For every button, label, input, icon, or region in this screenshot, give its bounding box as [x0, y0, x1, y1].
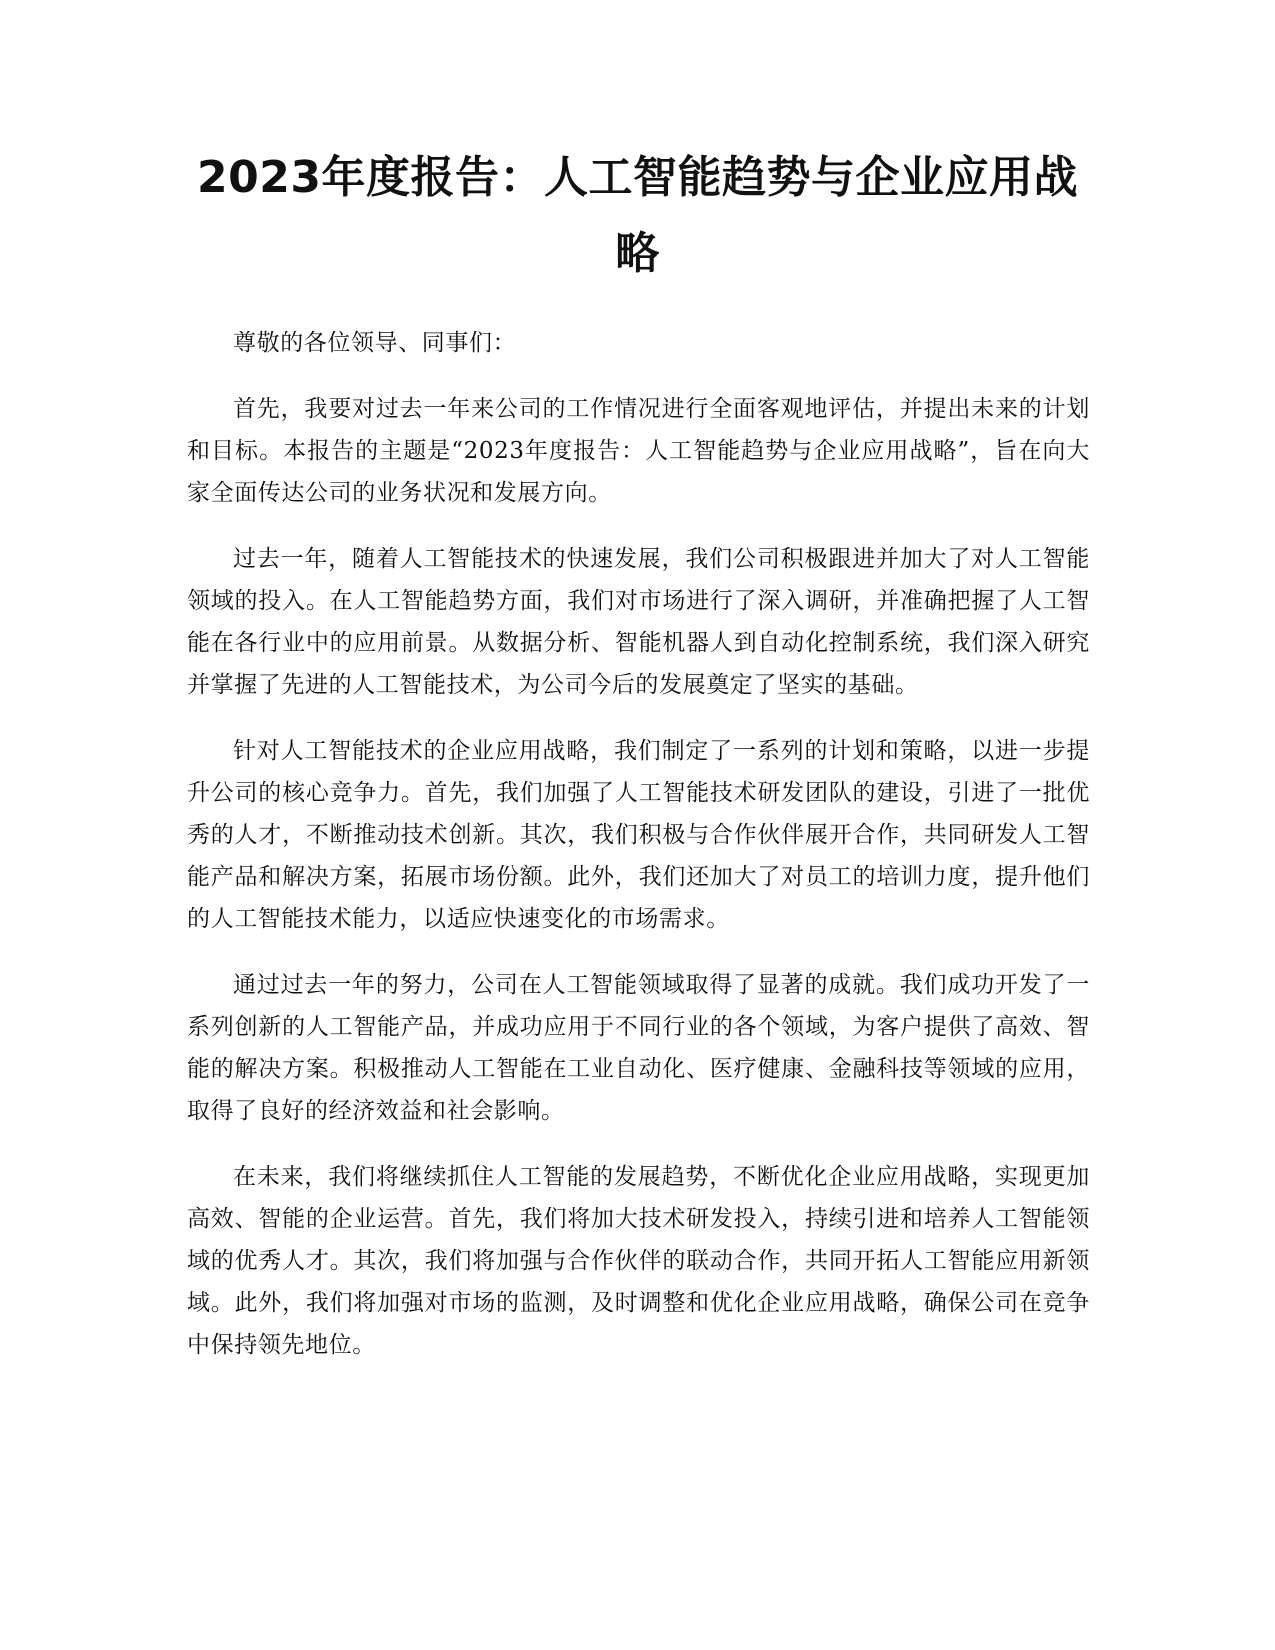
paragraph-future-plans: 在未来，我们将继续抓住人工智能的发展趋势，不断优化企业应用战略，实现更加高效、智能的企业运营。首先，我们将加大技术研发投入，持续引进和培养人工智能领域的优秀人才。其次，我们将加强与合作伙伴的联动合作，共同开拓人工智能应用新领域。此外，我们将加强对市场的监测，及时调整和优化企业应用战略，确保公司在竞争中保持领先地位。 [187, 1164, 1090, 1358]
document-title: 2023年度报告：人工智能趋势与企业应用战略 [197, 152, 1078, 279]
paragraph-ai-trends: 过去一年，随着人工智能技术的快速发展，我们公司积极跟进并加大了对人工智能领域的投入。在人工智能趋势方面，我们对市场进行了深入调研，并准确把握了人工智能在各行业中的应用前景。从数据分析、智能机器人到自动化控制系统，我们深入研究并掌握了先进的人工智能技术，为公司今后的发展奠定了坚实的基础。 [187, 546, 1090, 698]
paragraph-introduction: 首先，我要对过去一年来公司的工作情况进行全面客观地评估，并提出未来的计划和目标。本报告的主题是“2023年度报告：人工智能趋势与企业应用战略”，旨在向大家全面传达公司的业务状况和发展方向。 [187, 396, 1090, 506]
document-body [187, 322, 1090, 1390]
paragraph-strategy: 针对人工智能技术的企业应用战略，我们制定了一系列的计划和策略，以进一步提升公司的核心竞争力。首先，我们加强了人工智能技术研发团队的建设，引进了一批优秀的人才，不断推动技术创新。其次，我们积极与合作伙伴展开合作，共同研发人工智能产品和解决方案，拓展市场份额。此外，我们还加大了对员工的培训力度，提升他们的人工智能技术能力，以适应快速变化的市场需求。 [187, 738, 1090, 932]
paragraph-salutation: 尊敬的各位领导、同事们： [233, 330, 517, 356]
paragraph-achievements: 通过过去一年的努力，公司在人工智能领域取得了显著的成就。我们成功开发了一系列创新的人工智能产品，并成功应用于不同行业的各个领域，为客户提供了高效、智能的解决方案。积极推动人工智能在工业自动化、医疗健康、金融科技等领域的应用，取得了良好的经济效益和社会影响。 [187, 972, 1090, 1124]
